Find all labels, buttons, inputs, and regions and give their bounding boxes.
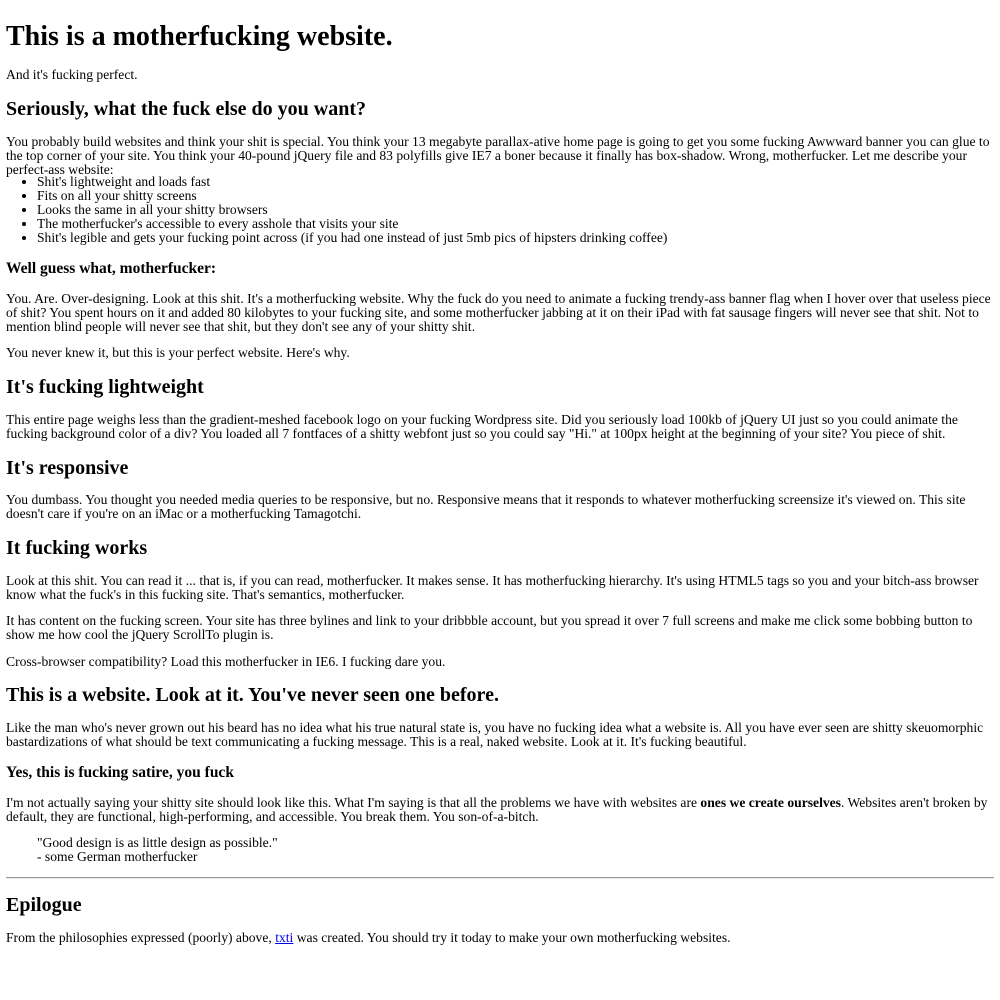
blockquote [37, 836, 278, 864]
list-item: • Fits on all your shitty screens [37, 189, 667, 203]
list-item: • Looks the same in all your shitty browsers [37, 203, 667, 217]
heading-want: Seriously, what the fuck else do you want? [6, 98, 367, 120]
paragraph-want: You probably build websites and think your shit is special. You think your 13 megabyte parallax-ative home page is going to get you some fucking Awwward banner you can glue to the top corner of your site. You think your 40-pound jQuery file and 83 polyfills give IE7 a boner because it finally has box-shadow. Wrong, motherfucker. Let me describe your perfect-ass website: [6, 134, 990, 177]
heading-works: It fucking works [6, 537, 148, 559]
heading-satire: Yes, this is fucking satire, you fuck [6, 764, 234, 781]
divider [6, 877, 994, 879]
paragraph-works-2: It has content on the fucking screen. Your site has three bylines and link to your dribbble account, but you spread it over 7 full screens and make me click some bobbing button to show me how cool the jQuery ScrollTo plugin is. [6, 613, 973, 642]
list-item: • Shit's legible and gets your fucking point across (if you had one instead of just 5mb pics of hipsters drinking coffee) [37, 231, 667, 245]
paragraph-guess-1: You. Are. Over-designing. Look at this shit. It's a motherfucking website. Why the fuck do you need to animate a fucking trendy-ass banner flag when I hover over that useless piece of shit? You spent hours on it and added 80 kilobytes to your fucking site, and some motherfucker jabbing at it on their iPad with fat sausage fingers will never see that shit. Not to mention blind people will never see that shit, but they don't see any of your shitty shit. [6, 291, 991, 334]
paragraph-epilogue [6, 931, 994, 945]
list-item: • Shit's lightweight and loads fast [37, 175, 667, 189]
epilogue-text-end: was created. You should try it today to make your own motherfucking websites. [293, 930, 731, 945]
heading-guess: Well guess what, motherfucker: [6, 260, 217, 277]
feature-list [37, 175, 667, 245]
list-item: • The motherfucker's accessible to every asshole that visits your site [37, 217, 667, 231]
txti-link[interactable]: txti [275, 930, 294, 945]
heading-responsive: It's responsive [6, 457, 129, 479]
satire-text-start: I'm not actually saying your shitty site should look like this. What I'm saying is that all the problems we have with websites are [6, 795, 701, 810]
paragraph-responsive: You dumbass. You thought you needed media queries to be responsive, but no. Responsive means that it responds to whatever motherfucking screensize it's viewed on. This site doesn't care if you're on an iMac or a motherfucking Tamagotchi. [6, 492, 966, 521]
paragraph-website: Like the man who's never grown out his beard has no idea what his true natural state is, you have no fucking idea what a website is. All you have ever seen are shitty skeuomorphic bastardizations of what should be text communicating a fucking message. This is a real, naked website. Look at it. It's fucking beautiful. [6, 720, 984, 749]
satire-text-end: . Websites aren't broken by default, they are functional, high-performing, and accessible. You break them. You son-of-a-bitch. [6, 795, 988, 824]
satire-emphasis: ones we create ourselves [700, 795, 841, 810]
heading-epilogue: Epilogue [6, 894, 82, 916]
quote-text: "Good design is as little design as possible." [37, 835, 278, 850]
heading-website: This is a website. Look at it. You've never seen one before. [6, 684, 499, 706]
paragraph-works-3: Cross-browser compatibility? Load this motherfucker in IE6. I fucking dare you. [6, 654, 446, 669]
paragraph-lightweight: This entire page weighs less than the gradient-meshed facebook logo on your fucking Wordpress site. Did you seriously load 100kb of jQuery UI just so you could animate the fucking background color of a div? You loaded all 7 fontfaces of a shitty webfont just so you could say "Hi." at 100px height at the beginning of your site? You piece of shit. [6, 412, 958, 441]
page-subtitle: And it's fucking perfect. [6, 67, 138, 82]
paragraph-works-1: Look at this shit. You can read it ... that is, if you can read, motherfucker. It makes sense. It has motherfucking hierarchy. It's using HTML5 tags so you and your bitch-ass browser know what the fuck's in this fucking site. That's semantics, motherfucker. [6, 573, 979, 602]
paragraph-guess-2: You never knew it, but this is your perfect website. Here's why. [6, 345, 350, 360]
quote-attribution: - some German motherfucker [37, 849, 198, 864]
heading-lightweight: It's fucking lightweight [6, 376, 204, 398]
epilogue-text-start: From the philosophies expressed (poorly) above, [6, 930, 276, 945]
page-title: This is a motherfucking website. [6, 21, 393, 52]
paragraph-satire [6, 796, 994, 824]
